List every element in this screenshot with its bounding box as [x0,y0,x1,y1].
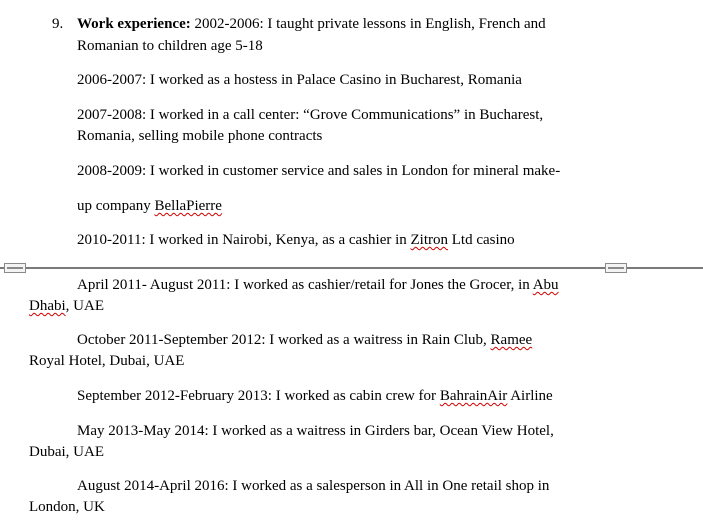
entry-2006-2007: 2006-2007: I worked as a hostess in Palace Casino in Bucharest, Romania [77,72,522,88]
text-run: up company [77,198,155,214]
page-break [0,263,703,275]
text-run: 2002-2006: I taught private lessons in English, French and [190,16,546,32]
entry-2011-2012-line-2: Royal Hotel, Dubai, UAE [29,353,185,369]
misspelled-word[interactable]: BahrainAir [439,388,508,404]
right-margin-marker[interactable] [605,263,627,273]
work-experience-line-1 [77,14,546,34]
work-experience-heading: Work experience: [77,16,191,32]
entry-2010-2011 [77,230,515,250]
text-run: April 2011- August 2011: I worked as cashier/retail for Jones the Grocer, in [77,277,533,293]
entry-2014-2016-line-2: London, UK [29,499,105,515]
misspelled-word[interactable]: Dhabi [29,298,66,314]
entry-2011-line-1 [77,275,559,295]
left-margin-marker[interactable] [4,263,26,273]
entry-2012-2013 [77,386,553,406]
text-run: 2010-2011: I worked in Nairobi, Kenya, as a cashier in [77,232,411,248]
entry-2007-2008-line-2: Romania, selling mobile phone contracts [77,128,323,144]
entry-2011-2012-line-1 [77,330,532,350]
list-number: 9. [52,16,64,32]
entry-2013-2014-line-1: May 2013-May 2014: I worked as a waitress in Girders bar, Ocean View Hotel, [77,423,554,439]
text-run: Airline [507,388,553,404]
entry-2011-line-2 [29,296,104,316]
text-run: September 2012-February 2013: I worked as cabin crew for [77,388,440,404]
entry-2014-2016-line-1: August 2014-April 2016: I worked as a salesperson in All in One retail shop in [77,478,550,494]
entry-2013-2014-line-2: Dubai, UAE [29,444,104,460]
misspelled-word[interactable]: BellaPierre [154,198,222,214]
work-experience-line-2: Romanian to children age 5-18 [77,38,263,54]
text-run: Ltd casino [448,232,515,248]
entry-2008-2009-line-2 [77,196,222,216]
entry-2008-2009-line-1: 2008-2009: I worked in customer service and sales in London for mineral make- [77,163,561,179]
misspelled-word[interactable]: Abu [532,277,559,293]
page-break-rule [0,267,703,269]
misspelled-word[interactable]: Zitron [410,232,449,248]
misspelled-word[interactable]: Ramee [490,332,533,348]
entry-2007-2008-line-1: 2007-2008: I worked in a call center: “Grove Communications” in Bucharest, [77,107,544,123]
text-run: , UAE [65,298,104,314]
text-run: October 2011-September 2012: I worked as a waitress in Rain Club, [77,332,491,348]
